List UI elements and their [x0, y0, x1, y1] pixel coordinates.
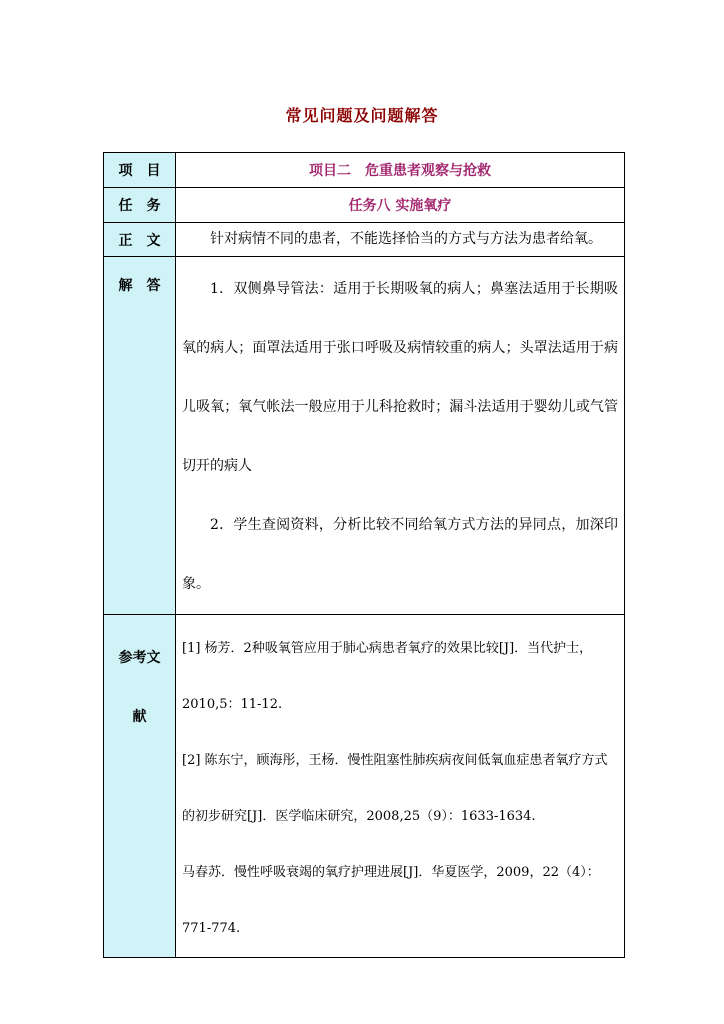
project-value-cell	[176, 153, 625, 188]
reference-2: [2] 陈东宁，顾海彤，王杨．慢性阻塞性肺疾病夜间低氧血症患者氧疗方式的初步研究[J]．医学临床研究，2008,25（9）：1633-1634.	[182, 753, 608, 824]
task-label: 任 务	[118, 198, 161, 214]
text-label-cell	[104, 223, 176, 257]
answer-paragraph-2: 2．学生查阅资料，分析比较不同给氧方式方法的异同点，加深印象。	[182, 517, 618, 592]
reference-3: 马春苏．慢性呼吸衰竭的氧疗护理进展[J]．华夏医学，2009，22（4）：771-774.	[182, 865, 600, 936]
task-label-cell	[104, 188, 176, 223]
task-value: 任务八 实施氧疗	[348, 198, 452, 214]
table-row-project	[104, 153, 625, 188]
text-label: 正 文	[118, 232, 161, 249]
references-label-line-1: 参考文	[118, 650, 161, 666]
table-row-text	[104, 223, 625, 257]
reference-1: [1] 杨芳．2种吸氧管应用于肺心病患者氧疗的效果比较[J]．当代护士，2010,5：11-12.	[182, 641, 593, 712]
table-row-references	[104, 615, 625, 958]
page-title: 常见问题及问题解答	[285, 106, 439, 125]
answer-value-cell	[176, 257, 625, 615]
table-row-task	[104, 188, 625, 223]
table-row-answer	[104, 257, 625, 615]
answer-label: 解 答	[118, 278, 161, 294]
answer-paragraph-1: 1．双侧鼻导管法：适用于长期吸氧的病人；鼻塞法适用于长期吸氧的病人；面罩法适用于张口呼吸及病情较重的病人；头罩法适用于病儿吸氧；氧气帐法一般应用于儿科抢救时；漏斗法适用于婴幼儿或气管切开的病人	[182, 281, 618, 474]
answer-label-cell	[104, 257, 176, 615]
references-value-cell	[176, 615, 625, 958]
references-label-cell	[104, 615, 176, 958]
text-value: 针对病情不同的患者，不能选择恰当的方式与方法为患者给氧。	[210, 231, 602, 247]
references-label-line-2: 献	[132, 709, 147, 725]
task-value-cell	[176, 188, 625, 223]
project-value: 项目二 危重患者观察与抢救	[309, 163, 491, 179]
text-value-cell	[176, 223, 625, 257]
qa-table	[103, 152, 625, 958]
project-label-cell	[104, 153, 176, 188]
project-label: 项 目	[118, 163, 161, 179]
